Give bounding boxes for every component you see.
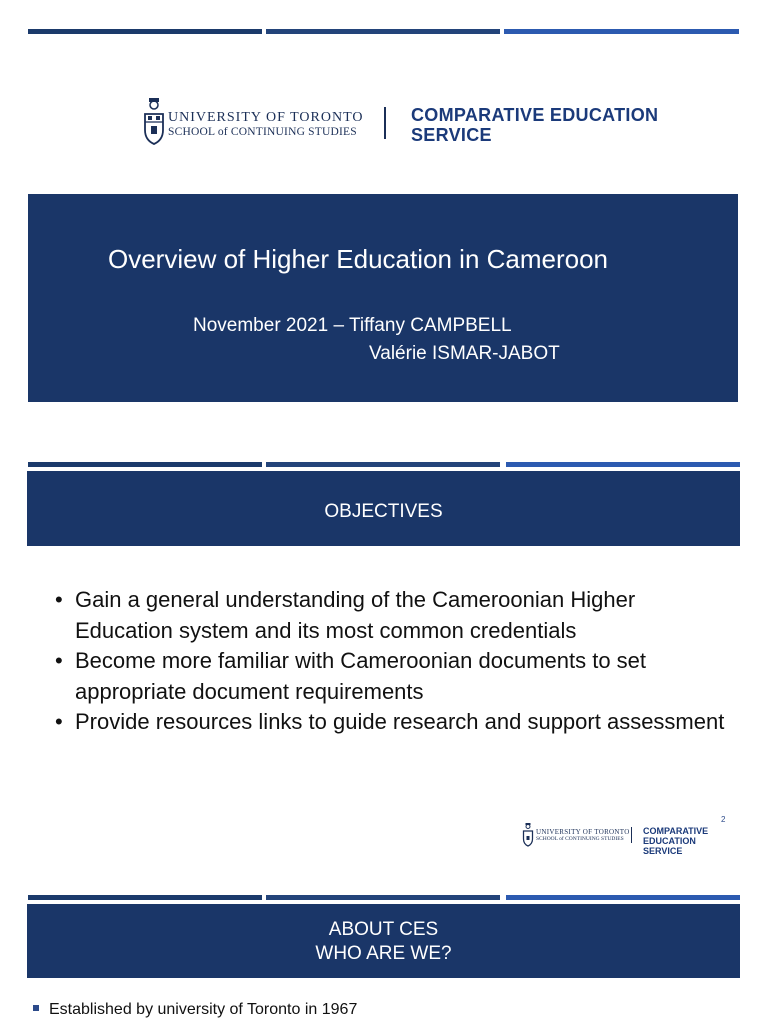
logo-divider [384, 107, 386, 139]
bullet-dot-icon: • [55, 587, 63, 612]
objectives-title: OBJECTIVES [324, 501, 443, 522]
slide3-stripe-left [28, 895, 262, 900]
ces-name: COMPARATIVE EDUCATION SERVICE [411, 105, 659, 145]
about-title: ABOUT CES [328, 919, 439, 940]
list-item: • Become more familiar with Cameroonian documents to set appropriate document requirements [55, 648, 647, 704]
slide2-stripe-right [506, 462, 740, 467]
square-bullet-icon [33, 1005, 39, 1011]
about-header [27, 904, 740, 978]
university-crest-icon [522, 822, 534, 848]
top-stripe-middle [266, 29, 500, 34]
slide3-stripe-right [506, 895, 740, 900]
school-name: SCHOOL of CONTINUING STUDIES [168, 126, 357, 138]
logo-divider [631, 827, 632, 843]
list-item: • Gain a general understanding of the Cameroonian Higher Education system and its most common credentials [55, 587, 636, 643]
ces-name: COMPARATIVE EDUCATION SERVICE [643, 826, 709, 856]
slide2-stripe-left [28, 462, 262, 467]
university-name: UNIVERSITY OF TORONTO [168, 110, 364, 125]
university-crest-icon [142, 96, 166, 148]
date-and-first-author: November 2021 – Tiffany CAMPBELL [193, 315, 512, 336]
about-subtitle: WHO ARE WE? [315, 943, 452, 964]
list-item: • Provide resources links to guide research and support assessment [55, 707, 735, 738]
authors [193, 312, 560, 368]
slide3-stripe-middle [266, 895, 500, 900]
top-stripe-right [504, 29, 739, 34]
slide2-stripe-middle [266, 462, 500, 467]
objectives-list [55, 585, 735, 738]
uoft-ces-logo-small [522, 822, 757, 856]
school-name: SCHOOL of CONTINUING STUDIES [536, 836, 624, 842]
title-banner [28, 194, 738, 402]
presentation-title: Overview of Higher Education in Cameroon [108, 244, 609, 274]
top-stripe-left [28, 29, 262, 34]
university-name: UNIVERSITY OF TORONTO [536, 828, 630, 836]
objectives-header [27, 471, 740, 546]
second-author: Valérie ISMAR-JABOT [369, 343, 560, 364]
list-item: Established by university of Toronto in 1967 [33, 1001, 357, 1019]
bullet-dot-icon: • [55, 709, 63, 734]
bullet-dot-icon: • [55, 648, 63, 673]
uoft-ces-logo [142, 96, 662, 148]
page-number: 2 [721, 815, 726, 824]
